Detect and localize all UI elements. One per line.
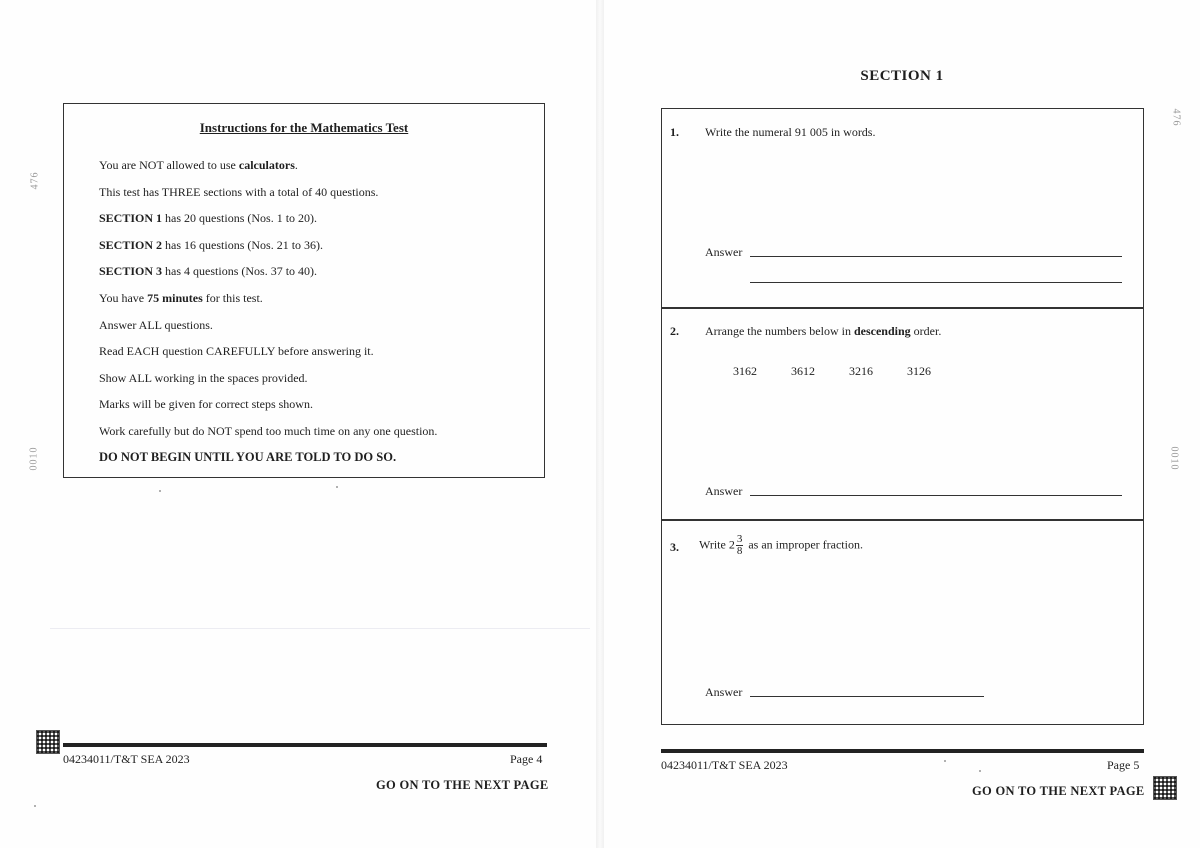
question-1-text: Write the numeral 91 005 in words. [705,125,876,139]
mixed-fraction: $\frac{3}{8}$ [736,533,743,557]
instruction-show-working: Show ALL working in the spaces provided. [99,371,308,385]
page-number-right: Page 5 [1107,758,1140,772]
left-page [0,0,596,848]
instruction-sections: This test has THREE sections with a total of 40 questions. [99,185,379,199]
question-3-answer-line[interactable] [750,696,984,697]
instruction-marks: Marks will be given for correct steps shown. [99,397,313,411]
instruction-section-3: SECTION 3 has 4 questions (Nos. 37 to 40). [99,264,318,278]
question-1-answer-label: Answer [705,245,743,259]
question-3-number: 3. [670,540,679,554]
go-next-page: GO ON TO THE NEXT PAGE [376,778,549,792]
book-spine [596,0,604,848]
instruction-work-carefully: Work carefully but do NOT spend too much time on any one question. [99,424,438,438]
number-item: 3612 [791,364,815,378]
page-number: Page 4 [510,752,543,766]
footer-rule-right [661,749,1144,753]
barcode-icon [36,730,60,754]
number-item: 3216 [849,364,873,378]
instruction-do-not-begin: DO NOT BEGIN UNTIL YOU ARE TOLD TO DO SO. [99,450,397,464]
question-2-number: 2. [670,324,679,338]
number-item: 3126 [907,364,931,378]
question-3-answer-label: Answer [705,685,743,699]
question-2-box [661,307,1144,521]
instruction-calculators: You are NOT allowed to use calculators. [99,158,298,172]
side-code-top: 476 [29,171,41,190]
instruction-section-1: SECTION 1 has 20 questions (Nos. 1 to 20). [99,211,318,225]
instructions-box [63,103,545,478]
side-code-mid: 0010 [28,446,40,471]
question-3-text: Write 2 $\frac{3}{8}$ as an improper fraction. [699,533,863,557]
question-3-box [661,519,1144,725]
right-page [604,0,1200,848]
side-code-top-right: 476 [1170,108,1182,127]
instruction-read-carefully: Read EACH question CAREFULLY before answering it. [99,344,374,358]
footer-code: 04234011/T&T SEA 2023 [63,752,190,766]
footer-code-right: 04234011/T&T SEA 2023 [661,758,788,772]
question-1-answer-line[interactable] [750,256,1122,257]
instructions-title: Instructions for the Mathematics Test [199,120,409,135]
instruction-answer-all: Answer ALL questions. [99,318,213,332]
question-2-text: Arrange the numbers below in descending order. [705,324,942,338]
question-2-answer-label: Answer [705,484,743,498]
section-title: SECTION 1 [860,68,944,84]
question-1-answer-line-2[interactable] [750,282,1122,283]
number-item: 3162 [733,364,757,378]
instruction-section-2: SECTION 2 has 16 questions (Nos. 21 to 36). [99,238,324,252]
barcode-icon [1153,776,1177,800]
page-fold [50,628,590,629]
question-2-answer-line[interactable] [750,495,1122,496]
side-code-mid-right: 0010 [1168,446,1180,471]
question-1-number: 1. [670,125,679,139]
footer-rule [63,743,547,747]
instruction-time: You have 75 minutes for this test. [99,291,263,305]
go-next-page-right: GO ON TO THE NEXT PAGE [972,784,1145,798]
question-1-box [661,108,1144,309]
